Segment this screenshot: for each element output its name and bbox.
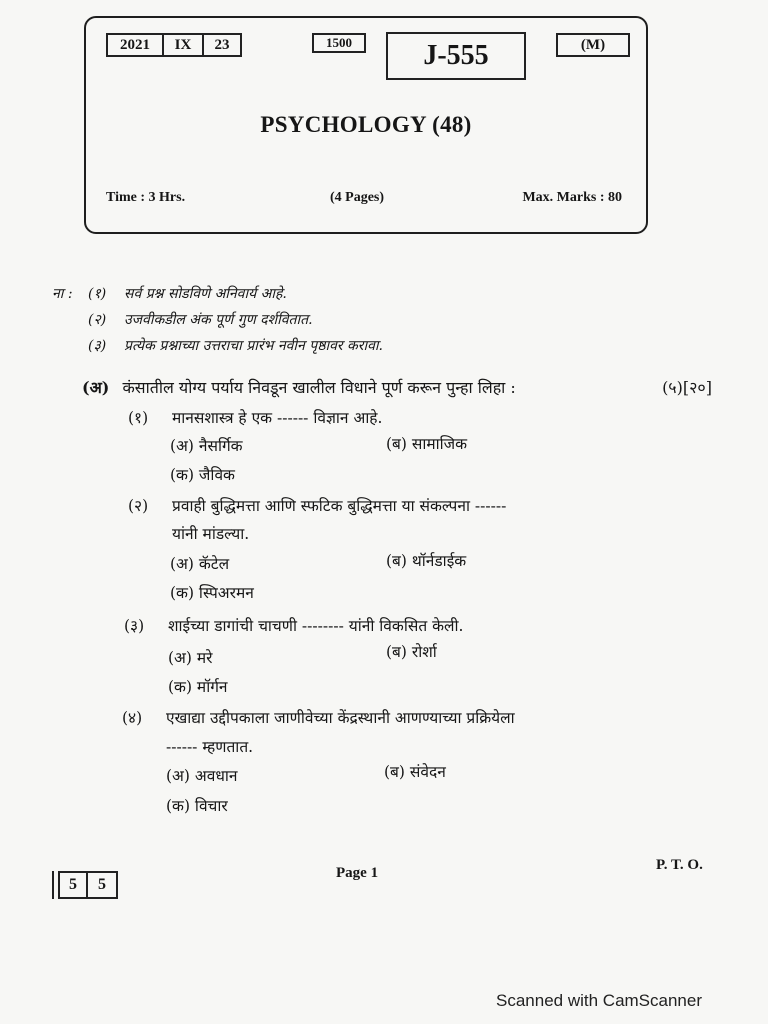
page-code-digit: 5 bbox=[58, 871, 88, 899]
paper-number-cell: 23 bbox=[202, 33, 242, 57]
instructions bbox=[52, 280, 492, 358]
option-c: (क) मॉर्गन bbox=[168, 678, 228, 696]
scanner-watermark: Scanned with CamScanner bbox=[496, 991, 703, 1010]
option-c: (क) जैविक bbox=[170, 466, 235, 484]
year-cell: 2021 bbox=[106, 33, 164, 57]
sub-question-4 bbox=[122, 706, 515, 728]
instruction-number: (१) bbox=[88, 285, 107, 302]
sub-question-text: एखाद्या उद्दीपकाला जाणीवेच्या केंद्रस्थानी आणण्याच्या प्रक्रियेला bbox=[166, 709, 515, 727]
question-marks: (५)[२०] bbox=[662, 378, 712, 397]
instruction-number: (२) bbox=[88, 311, 107, 328]
sub-question-3 bbox=[124, 614, 463, 636]
sub-question-number: (२) bbox=[128, 497, 149, 515]
option-c: (क) विचार bbox=[166, 797, 228, 815]
sub-question-text: प्रवाही बुद्धिमत्ता आणि स्फटिक बुद्धिमत्ता या संकल्पना ------ bbox=[172, 497, 507, 515]
class-cell: IX bbox=[162, 33, 204, 57]
time-label: Time : 3 Hrs. bbox=[106, 190, 186, 205]
instruction-item bbox=[52, 280, 492, 306]
sub-question-text: मानसशास्त्र हे एक ------ विज्ञान आहे. bbox=[172, 409, 383, 427]
instruction-text: उजवीकडील अंक पूर्ण गुण दर्शवितात. bbox=[124, 311, 313, 328]
subject-title: PSYCHOLOGY (48) bbox=[260, 112, 472, 137]
option-b: (ब) सामाजिक bbox=[386, 435, 468, 453]
option-a: (अ) अवधान bbox=[166, 767, 238, 785]
option-a: (अ) कॅटेल bbox=[170, 555, 230, 573]
question-text: कंसातील योग्य पर्याय निवडून खालील विधाने पूर्ण करून पुन्हा लिहा : bbox=[122, 378, 516, 397]
option-b: (ब) संवेदन bbox=[384, 763, 446, 781]
instructions-lead: ना : bbox=[52, 285, 73, 302]
sub-question-1 bbox=[128, 406, 382, 428]
paper-header-box bbox=[84, 16, 648, 234]
page-code-box bbox=[58, 871, 118, 899]
option-a: (अ) नैसर्गिक bbox=[170, 437, 243, 455]
max-marks-label: Max. Marks : 80 bbox=[522, 190, 622, 205]
option-b: (ब) थॉर्नडाईक bbox=[386, 552, 467, 570]
instruction-item bbox=[52, 306, 492, 332]
instruction-text: प्रत्येक प्रश्नाच्या उत्तराचा प्रारंभ नवीन पृष्ठावर करावा. bbox=[124, 337, 384, 354]
sub-question-number: (३) bbox=[124, 617, 145, 635]
sub-question-number: (१) bbox=[128, 409, 149, 427]
please-turn-over: P. T. O. bbox=[656, 857, 703, 873]
option-b: (ब) रोर्शा bbox=[386, 643, 437, 661]
sub-question-number: (४) bbox=[122, 709, 143, 727]
option-a: (अ) मरे bbox=[168, 649, 213, 667]
question-heading bbox=[82, 376, 712, 398]
instruction-item bbox=[52, 332, 492, 358]
sub-question-text: शाईच्या डागांची चाचणी -------- यांनी विकसित केली. bbox=[168, 617, 464, 635]
instruction-number: (३) bbox=[88, 337, 107, 354]
sub-question-4-continuation: ------ म्हणतात. bbox=[166, 738, 254, 756]
sub-question-2 bbox=[128, 494, 506, 516]
question-label: (अ) bbox=[82, 378, 110, 397]
option-c: (क) स्पिअरमन bbox=[170, 584, 254, 602]
page-number: Page 1 bbox=[336, 865, 379, 881]
medium-cell: (M) bbox=[556, 33, 630, 57]
sub-question-2-continuation: यांनी मांडल्या. bbox=[172, 525, 250, 543]
paper-code: J-555 bbox=[386, 32, 526, 80]
instruction-text: सर्व प्रश्न सोडविणे अनिवार्य आहे. bbox=[124, 285, 287, 302]
pages-label: (4 Pages) bbox=[330, 190, 385, 205]
count-cell: 1500 bbox=[312, 33, 366, 53]
page-code-digit: 5 bbox=[88, 871, 118, 899]
